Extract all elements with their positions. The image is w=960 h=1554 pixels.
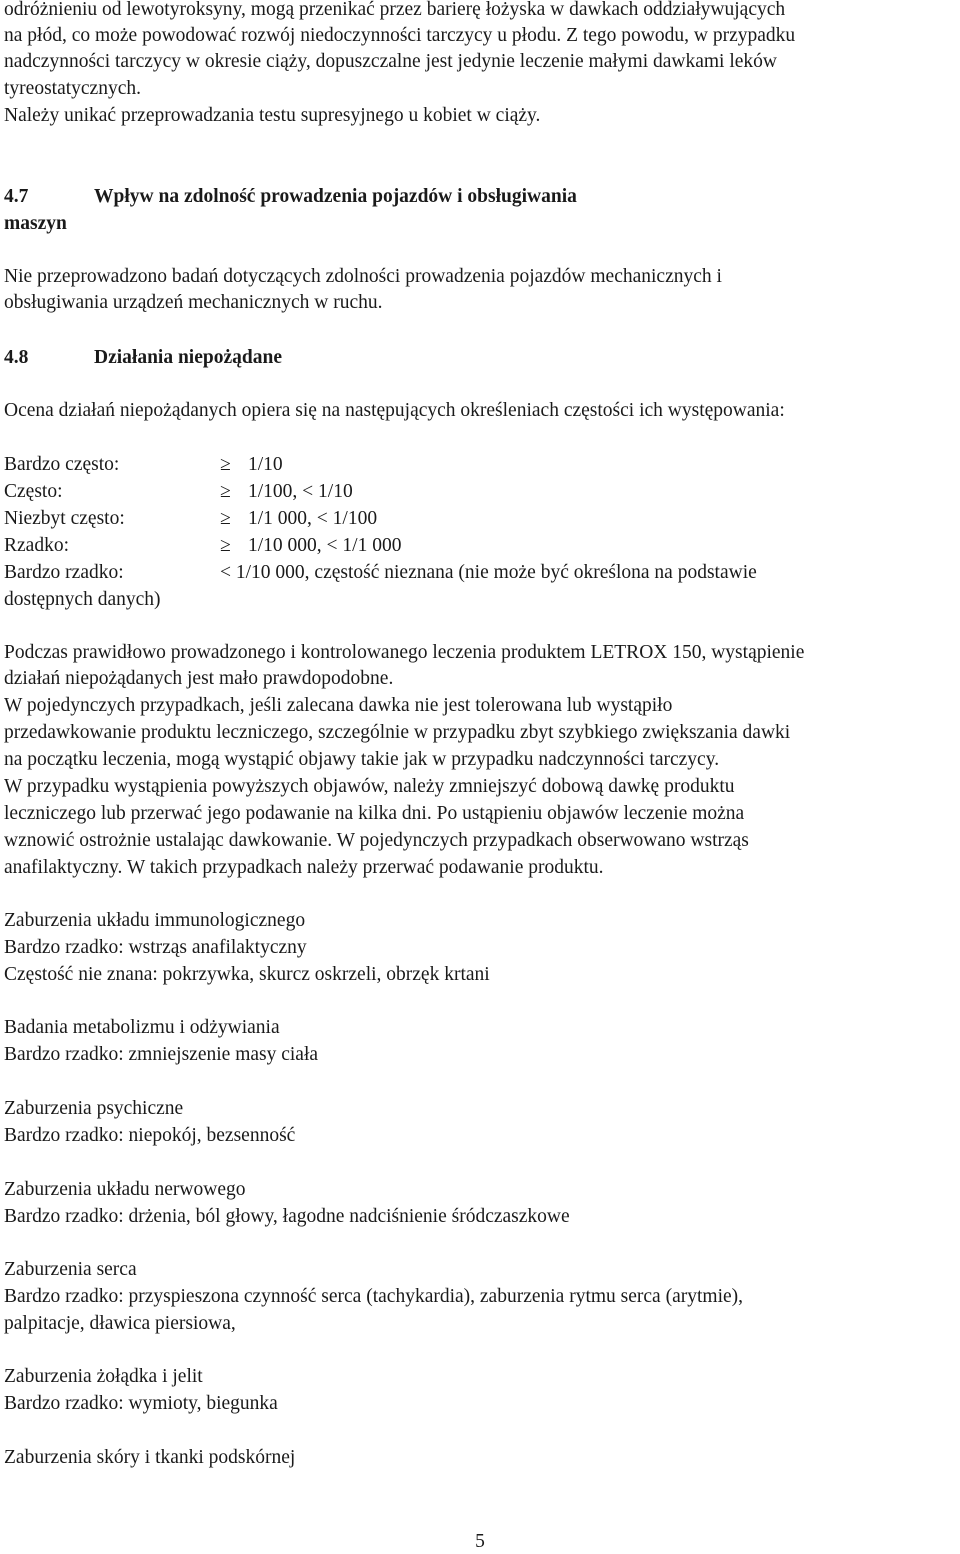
page-number: 5 (475, 1531, 485, 1552)
paragraph-line: wznowić ostrożnie ustalając dawkowanie. W pojedynczych przypadkach obserwowano wstrząs (4, 830, 749, 851)
paragraph-line: Podczas prawidłowo prowadzonego i kontrolowanego leczenia produktem LETROX 150, wystąpienie (4, 642, 805, 663)
intro-line: tyreostatycznych. (4, 78, 141, 99)
section-4-7-heading-cont: maszyn (4, 213, 67, 234)
frequency-intro: Ocena działań niepożądanych opiera się na następujących określeniach częstości ich występowania: (4, 400, 785, 421)
adverse-effect-line: Bardzo rzadko: przyspieszona czynność serca (tachykardia), zaburzenia rytmu serca (arytmie), (4, 1286, 744, 1307)
adverse-effect-line: Częstość nie znana: pokrzywka, skurcz oskrzeli, obrzęk krtani (4, 964, 490, 985)
paragraph-line: W pojedynczych przypadkach, jeśli zalecana dawka nie jest tolerowana lub wystąpiło (4, 695, 673, 716)
section-number: 4.7 (4, 186, 29, 207)
organ-class-heading: Zaburzenia układu nerwowego (4, 1179, 246, 1200)
frequency-continuation: dostępnych danych) (4, 589, 161, 610)
adverse-effect-line: Bardzo rzadko: wymioty, biegunka (4, 1393, 278, 1414)
adverse-effect-line: Bardzo rzadko: zmniejszenie masy ciała (4, 1044, 319, 1065)
intro-line: odróżnieniu od lewotyroksyny, mogą przenikać przez barierę łożyska w dawkach oddziaływujących (4, 0, 786, 20)
ge-symbol: ≥ (220, 535, 231, 556)
paragraph-line: leczniczego lub przerwać jego podawanie na kilka dni. Po ustąpieniu objawów leczenie można (4, 803, 745, 824)
paragraph-line: działań niepożądanych jest mało prawdopodobne. (4, 668, 394, 689)
adverse-effect-line: Bardzo rzadko: niepokój, bezsenność (4, 1125, 296, 1146)
organ-class-heading: Zaburzenia układu immunologicznego (4, 910, 306, 931)
organ-class-heading: Zaburzenia serca (4, 1259, 137, 1280)
frequency-value: < 1/10 000, częstość nieznana (nie może być określona na podstawie (220, 562, 757, 583)
section-title: Działania niepożądane (94, 347, 282, 368)
organ-class-heading: Badania metabolizmu i odżywiania (4, 1017, 280, 1038)
adverse-effect-line: Bardzo rzadko: wstrząs anafilaktyczny (4, 937, 307, 958)
paragraph-line: W przypadku wystąpienia powyższych objawów, należy zmniejszyć dobową dawkę produktu (4, 776, 735, 797)
intro-line: nadczynności tarczycy w okresie ciąży, dopuszczalne jest jedynie leczenie małymi dawkami leków (4, 51, 777, 72)
section-4-7-body-line: Nie przeprowadzono badań dotyczących zdolności prowadzenia pojazdów mechanicznych i (4, 266, 722, 287)
ge-symbol: ≥ (220, 481, 231, 502)
frequency-label: Niezbyt często: (4, 508, 125, 529)
ge-symbol: ≥ (220, 508, 231, 529)
paragraph-line: anafilaktyczny. W takich przypadkach należy przerwać podawanie produktu. (4, 857, 604, 878)
section-title: Wpływ na zdolność prowadzenia pojazdów i obsługiwania (94, 186, 577, 207)
frequency-label: Często: (4, 481, 63, 502)
organ-class-heading: Zaburzenia psychiczne (4, 1098, 184, 1119)
adverse-effect-line: Bardzo rzadko: drżenia, ból głowy, łagodne nadciśnienie śródczaszkowe (4, 1206, 570, 1227)
paragraph-line: na początku leczenia, mogą wystąpić objawy takie jak w przypadku nadczynności tarczycy. (4, 749, 720, 770)
adverse-effect-line: palpitacje, dławica piersiowa, (4, 1313, 236, 1334)
section-number: 4.8 (4, 347, 29, 368)
frequency-label: Bardzo często: (4, 454, 120, 475)
section-4-8-heading (4, 345, 282, 371)
ge-symbol: ≥ (220, 454, 231, 475)
frequency-label: Bardzo rzadko: (4, 562, 124, 583)
organ-class-heading: Zaburzenia skóry i tkanki podskórnej (4, 1447, 296, 1468)
section-4-7-heading (4, 184, 577, 210)
intro-line: na płód, co może powodować rozwój niedoczynności tarczycy u płodu. Z tego powodu, w przypadku (4, 25, 796, 46)
section-4-7-body-line: obsługiwania urządzeń mechanicznych w ruchu. (4, 292, 383, 313)
frequency-value: ≥ 1/10 000, < 1/1 000 (220, 533, 401, 559)
paragraph-line: przedawkowanie produktu leczniczego, szczególnie w przypadku zbyt szybkiego zwiększania dawki (4, 722, 791, 743)
intro-line: Należy unikać przeprowadzania testu supresyjnego u kobiet w ciąży. (4, 105, 541, 126)
frequency-label: Rzadko: (4, 535, 69, 556)
frequency-value: ≥ 1/100, < 1/10 (220, 479, 353, 505)
frequency-value: ≥ 1/10 (220, 452, 283, 478)
frequency-value: ≥ 1/1 000, < 1/100 (220, 506, 377, 532)
organ-class-heading: Zaburzenia żołądka i jelit (4, 1366, 203, 1387)
